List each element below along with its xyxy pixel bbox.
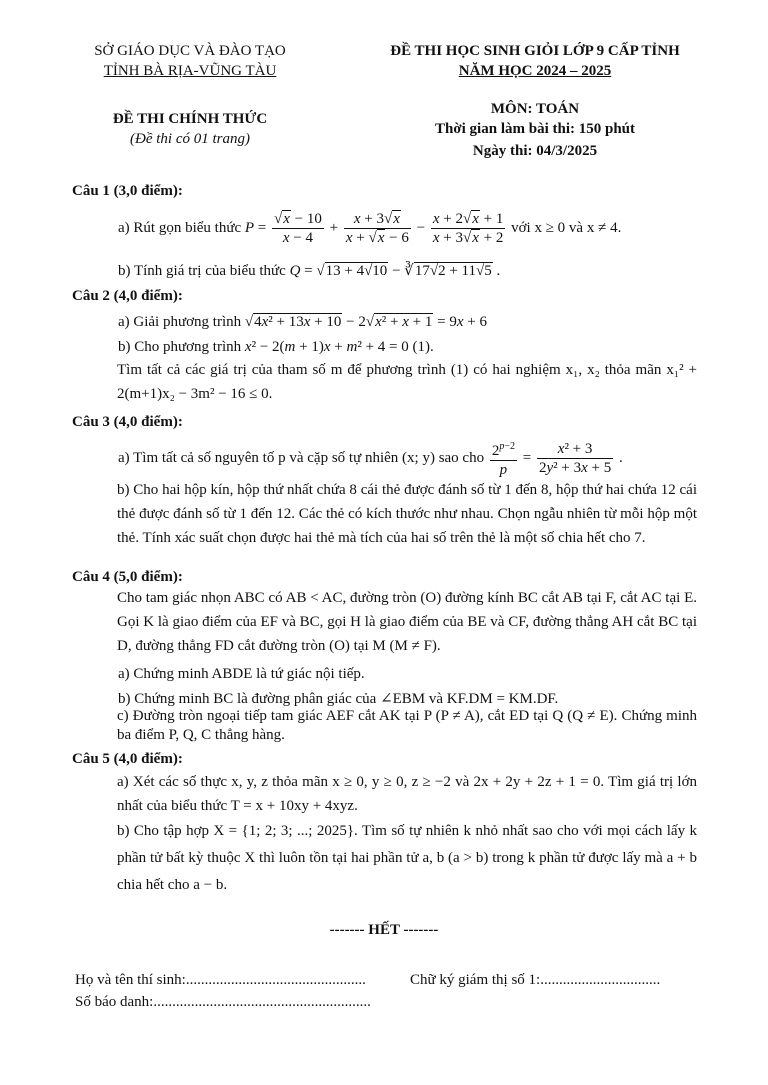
q4a: a) Chứng minh ABDE là tứ giác nội tiếp. <box>118 666 365 682</box>
proctor-sign-line: Chữ ký giám thị số 1:................................ <box>410 972 661 988</box>
duration: Thời gian làm bài thi: 150 phút <box>434 121 636 137</box>
subject: MÔN: TOÁN <box>490 101 580 117</box>
pages-note: (Đề thi có 01 trang) <box>130 131 250 147</box>
q1a-condition: với x ≥ 0 và x ≠ 4. <box>511 220 622 236</box>
end-mark: ------- HẾT ------- <box>329 922 439 938</box>
q4-intro: Cho tam giác nhọn ABC có AB < AC, đường tròn (O) đường kính BC cắt AB tại F, cắt AC tại E. Gọi K là giao điểm của EF và BC, gọi H là giao điểm của BE và CF, đường thẳng AH cắt BC tại D, đường thẳng FD cắt đường tròn (O) tại M (M ≠ F). <box>117 590 697 654</box>
q1b: b) Tính giá trị của biểu thức Q = √13 + 4√10 − ∛17√2 + 11√5 . <box>118 263 501 279</box>
q5a: a) Xét các số thực x, y, z thỏa mãn x ≥ 0, y ≥ 0, z ≥ −2 và 2x + 2y + 2z + 1 = 0. Tìm giá trị lớn nhất của biểu thức T = x + 10xy + 4xyz. <box>117 774 697 814</box>
official-label: ĐỀ THI CHÍNH THỨC <box>112 111 268 127</box>
org-line1: SỞ GIÁO DỤC VÀ ĐÀO TẠO <box>94 43 286 59</box>
q5b: b) Cho tập hợp X = {1; 2; 3; ...; 2025}. Tìm số tự nhiên k nhỏ nhất sao cho với mọi cách lấy k phần tử bất kỳ thuộc X thì luôn tồn tại hai phần tử a, b (a > b) trong k phần tử được lấy mà a + b chia hết cho a − b. <box>117 823 697 893</box>
q4c: c) Đường tròn ngoại tiếp tam giác AEF cắt AK tại P (P ≠ A), cắt ED tại Q (Q ≠ E). Chứng minh ba điểm P, Q, C thẳng hàng. <box>117 708 697 743</box>
q3-title: Câu 3 (4,0 điểm): <box>72 414 183 430</box>
q1a: a) Rút gọn biểu thức P = $\frac{√x - 10}{x - 4}$ + $\frac{x + 3√x}{x + √x - 6}$ − $\frac{x + 2√x + 1}{x + 3√x + 2}$ với x ≥ 0 và x ≠ 4. <box>118 211 622 247</box>
exam-date: Ngày thi: 04/3/2025 <box>472 143 598 159</box>
q3b: b) Cho hai hộp kín, hộp thứ nhất chứa 8 cái thẻ được đánh số từ 1 đến 8, hộp thứ hai chứa 12 cái thẻ được đánh số từ 1 đến 12. Các thẻ có kích thước như nhau. Chọn ngẫu nhiên từ mỗi hộp một thẻ. Tính xác suất chọn được hai thẻ mà tích của hai số trên thẻ là một số chia hết cho 7. <box>117 482 697 546</box>
candidate-id-line: Số báo danh:.......................................................... <box>75 994 371 1010</box>
q4-title: Câu 4 (5,0 điểm): <box>72 569 183 585</box>
q2-title: Câu 2 (4,0 điểm): <box>72 288 183 304</box>
q1-title: Câu 1 (3,0 điểm): <box>72 183 183 199</box>
q4b: b) Chứng minh BC là đường phân giác của ∠EBM và KF.DM = KM.DF. <box>118 691 559 707</box>
candidate-name-line: Họ và tên thí sinh:................................................ <box>75 972 366 988</box>
q3a: a) Tìm tất cả số nguyên tố p và cặp số tự nhiên (x; y) sao cho $\frac{2^{p-2}}{p}$ = $\frac{\text{x² + 3}}{\text{2y² + 3x + 5}}$ . <box>118 438 623 479</box>
q2a: a) Giải phương trình √4x² + 13x + 10 − 2√x² + x + 1 = 9x + 6 <box>118 314 487 330</box>
q2b-condition: Tìm tất cả các giá trị của tham số m để phương trình (1) có hai nghiệm x₁, x₂ thỏa mãn x₁² + 2(m+1)x₂ − 3m² − 16 ≤ 0. <box>117 362 697 402</box>
org-line2: TỈNH BÀ RỊA-VŨNG TÀU <box>103 63 277 79</box>
exam-title: ĐỀ THI HỌC SINH GIỎI LỚP 9 CẤP TỈNH <box>390 43 680 59</box>
school-year: NĂM HỌC 2024 – 2025 <box>458 63 612 79</box>
q5-title: Câu 5 (4,0 điểm): <box>72 751 183 767</box>
q2b: b) Cho phương trình x² − 2(m + 1)x + m² + 4 = 0 (1). <box>118 339 434 355</box>
